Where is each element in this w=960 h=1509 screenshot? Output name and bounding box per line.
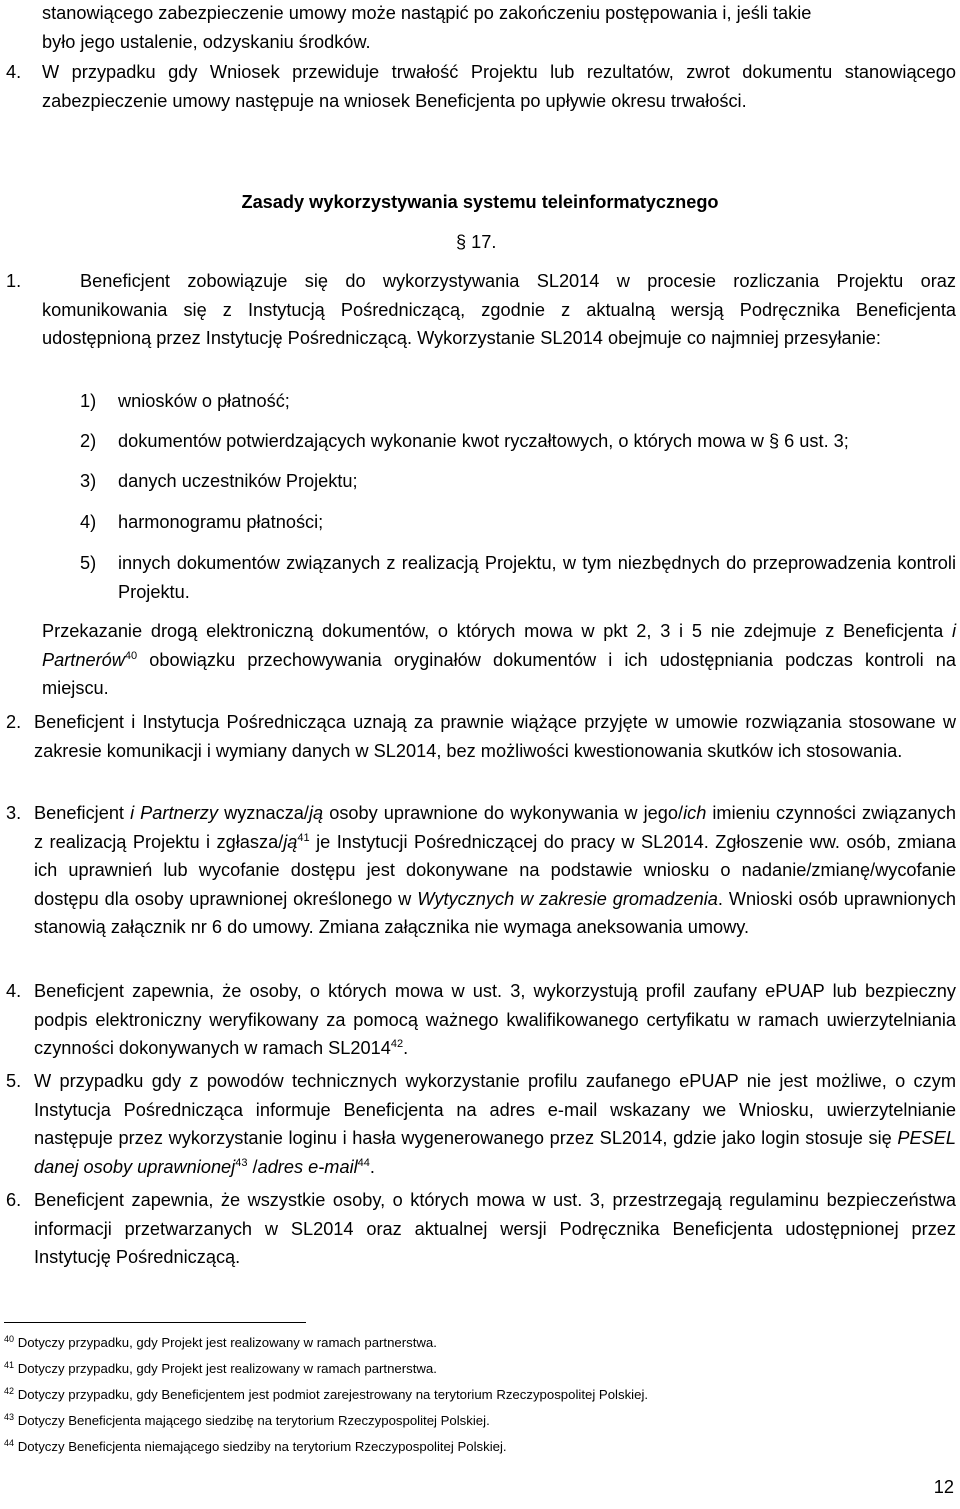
italic-text: Wytycznych w zakresie gromadzenia (417, 888, 718, 909)
footnote-ref-43: 43 (235, 1156, 248, 1169)
footnote-text: Dotyczy Beneficjenta mającego siedzibę na terytorium Rzeczypospolitej Polskiej. (17, 1413, 490, 1428)
list-item-4 (80, 508, 956, 537)
paragraph-text: / (247, 1156, 258, 1177)
footnote-number: 40 (4, 1334, 15, 1344)
list-item-3 (80, 467, 956, 496)
footnote-text: Dotyczy przypadku, gdy Beneficjentem jest podmiot zarejestrowany na terytorium Rzeczypospolitej Polskiej. (17, 1387, 649, 1402)
paragraph-5-number: 5. (6, 1071, 22, 1091)
list-item-text: danych uczestników Projektu; (118, 471, 358, 491)
section-number: § 17. (456, 232, 497, 252)
list-item-2 (80, 427, 956, 456)
italic-text: ją (308, 803, 324, 823)
list-item-text: harmonogramu płatności; (118, 512, 324, 532)
list-item-number: 1) (80, 391, 97, 411)
list-item-text: wniosków o płatność; (118, 391, 290, 411)
footnote-number: 43 (4, 1412, 15, 1422)
italic-text: ją (283, 831, 298, 852)
paragraph-text: obowiązku przechowywania oryginałów dokumentów i ich udostępniania podczas kontroli na miejscu. (42, 649, 956, 699)
footnote-44 (4, 1438, 507, 1456)
paragraph-text: . (369, 1156, 375, 1177)
paragraph-1 (42, 267, 956, 353)
paragraph-text: . (403, 1038, 409, 1059)
paragraph-text: Beneficjent zapewnia, że osoby, o których mowa w ust. 3, wykorzystują profil zaufany ePUAP lub bezpieczny podpis elektroniczny weryfikowany za pomocą ważnego kwalifikowanego certyfikatu w ramach uwierzytelniania czynności dokonywanych w ramach SL2014 (34, 981, 956, 1059)
footnote-42 (4, 1386, 648, 1404)
prev-paragraph-number: 4. (6, 62, 22, 82)
paragraph-3 (34, 799, 956, 942)
paragraph-text: Beneficjent (34, 803, 131, 823)
section-title: Zasady wykorzystywania systemu teleinformatycznego (241, 192, 719, 212)
footnote-separator (4, 1322, 306, 1323)
paragraph-5 (34, 1067, 956, 1181)
prev-paragraph-4: W przypadku gdy Wniosek przewiduje trwałość Projektu lub rezultatów, zwrot dokumentu stanowiącego zabezpieczenie umowy następuje na wniosek Beneficjenta po upływie okresu trwałości. (42, 62, 956, 111)
italic-text: i Partnerzy (130, 803, 218, 823)
italic-text: i Partnerów (42, 621, 956, 670)
footnote-43 (4, 1412, 490, 1430)
footnote-number: 42 (4, 1386, 15, 1396)
paragraph-4 (34, 977, 956, 1063)
paragraph-1-text: Beneficjent zobowiązuje się do wykorzystywania SL2014 w procesie rozliczania Projektu oraz komunikowania się z Instytucją Pośredniczącą, zgodnie z aktualną wersją Podręcznika Beneficjenta udostępnioną przez Instytucję Pośredniczącą. Wykorzystanie SL2014 obejmuje co najmniej przesyłanie: (42, 271, 956, 349)
paragraph-text: . Wnioski osób uprawnionych stanowią załącznik nr 6 do umowy. Zmiana załącznika nie wymaga aneksowania umowy. (34, 888, 956, 938)
paragraph-1-number: 1. (6, 271, 22, 291)
paragraph-text: je Instytucji Pośredniczącej do pracy w SL2014. Zgłoszenie ww. osób, zmiana ich uprawnień lub wycofanie dostępu jest dokonywane na podstawie wniosku o nadanie/zmianę/wycofanie dostępu dla osoby uprawnionej określonego w (34, 831, 956, 909)
paragraph-text: Przekazanie drogą elektroniczną dokumentów, o których mowa w pkt 2, 3 i 5 nie zdejmuje z Beneficjenta (42, 621, 952, 641)
footnote-ref-41: 41 (297, 831, 310, 844)
paragraph-text: osoby uprawnione do wykonywania w jego/ (323, 803, 684, 823)
footnote-text: Dotyczy przypadku, gdy Projekt jest realizowany w ramach partnerstwa. (17, 1361, 437, 1376)
paragraph-4-number: 4. (6, 981, 22, 1001)
continuation-line-2: było jego ustalenie, odzyskaniu środków. (42, 31, 371, 52)
paragraph-6: Beneficjent zapewnia, że wszystkie osoby, o których mowa w ust. 3, przestrzegają regulaminu bezpieczeństwa informacji przetwarzanych w SL2014 oraz aktualnej wersji Podręcznika Beneficjenta udostępnionej przez Instytucję Pośredniczącą. (34, 1190, 956, 1268)
list-item-number: 2) (80, 431, 97, 451)
list-item-1 (80, 387, 956, 416)
continuation-line-1: stanowiącego zabezpieczenie umowy może nastąpić po zakończeniu postępowania i, jeśli takie (42, 3, 812, 23)
paragraph-6-number: 6. (6, 1190, 22, 1210)
list-item-number: 3) (80, 471, 97, 491)
paragraph-1-continuation (42, 617, 956, 703)
footnote-ref-44: 44 (357, 1156, 370, 1169)
paragraph-2-number: 2. (6, 712, 22, 732)
list-item-text: dokumentów potwierdzających wykonanie kwot ryczałtowych, o których mowa w § 6 ust. 3; (118, 431, 849, 451)
footnote-41 (4, 1360, 437, 1378)
list-item-number: 5) (80, 553, 97, 573)
footnote-40 (4, 1334, 437, 1352)
footnote-ref-42: 42 (390, 1038, 404, 1051)
italic-text: adres e-mail (257, 1156, 358, 1177)
paragraph-text: imieniu czynności związanych z realizacją Projektu i zgłasza/ (34, 803, 956, 852)
paragraph-2: Beneficjent i Instytucja Pośrednicząca uznają za prawnie wiążące przyjęte w umowie rozwiązania stosowane w zakresie komunikacji i wymiany danych w SL2014, bez możliwości kwestionowania skutków ich stosowania. (34, 712, 956, 761)
footnote-number: 44 (4, 1438, 15, 1448)
footnote-text: Dotyczy przypadku, gdy Projekt jest realizowany w ramach partnerstwa. (17, 1335, 437, 1350)
paragraph-text: wyznacza/ (218, 803, 309, 823)
paragraph-3-number: 3. (6, 803, 22, 823)
list-item-number: 4) (80, 512, 97, 532)
italic-text: PESEL danej osoby uprawnionej (34, 1128, 956, 1177)
italic-text: ich (683, 803, 707, 823)
list-item-text: innych dokumentów związanych z realizacją Projektu, w tym niezbędnych do przeprowadzenia kontroli Projektu. (118, 553, 956, 602)
list-item-5 (80, 549, 956, 606)
paragraph-text: W przypadku gdy z powodów technicznych wykorzystanie profilu zaufanego ePUAP nie jest możliwe, o czym Instytucja Pośrednicząca informuje Beneficjenta na adres e-mail wskazany we Wniosku, uwierzytelnianie następuje przez wykorzystanie loginu i hasła wygenerowanego przez SL2014, gdzie jako login stosuje się (34, 1071, 956, 1149)
page-number: 12 (933, 1477, 954, 1497)
footnote-number: 41 (4, 1360, 15, 1370)
footnote-text: Dotyczy Beneficjenta niemającego siedziby na terytorium Rzeczypospolitej Polskiej. (17, 1439, 507, 1454)
continuation-text (42, 0, 956, 56)
footnote-ref-40: 40 (124, 649, 138, 662)
